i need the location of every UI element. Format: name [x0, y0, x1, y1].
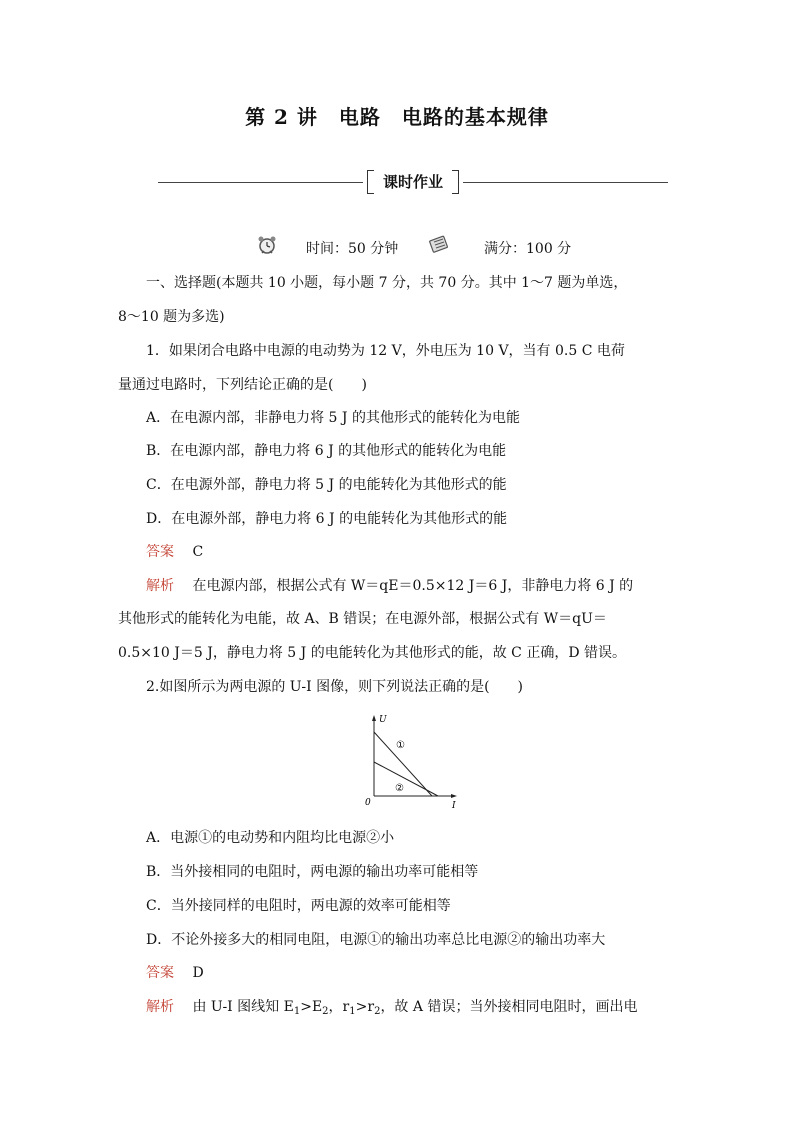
line-1-label: ① — [396, 740, 405, 751]
section-heading-line2: 8～10 题为多选) — [118, 309, 225, 325]
q2-option-c: C．当外接同样的电阻时，两电源的效率可能相等 — [146, 898, 451, 914]
q2-sub-e1: 1 — [293, 1006, 301, 1017]
time-limit: 时间：50 分钟 — [306, 241, 399, 257]
q1-analysis-label: 解析 — [146, 578, 174, 594]
banner-rule-right — [463, 182, 668, 183]
q2-sub-r1: 1 — [349, 1006, 356, 1017]
q1-analysis-line1 — [146, 576, 706, 596]
q2-option-d: D．不论外接多大的相同电阻，电源①的输出功率总比电源②的输出功率大 — [146, 932, 606, 948]
q2-analysis-d: >r — [355, 999, 375, 1015]
q2-answer — [146, 963, 706, 983]
score-sheet-icon — [428, 234, 450, 256]
q1-analysis-line3: 0.5×10 J＝5 J，静电力将 5 J 的电能转化为其他形式的能，故 C 正确，D 错误。 — [118, 645, 626, 661]
x-axis-label: I — [452, 801, 456, 811]
q1-option-d: D．在电源外部，静电力将 6 J 的电能转化为其他形式的能 — [146, 511, 508, 527]
section-heading-line1: 一、选择题(本题共 10 小题，每小题 7 分，共 70 分。其中 1～7 题为单选， — [146, 275, 628, 291]
banner-rule-left — [158, 182, 363, 183]
q2-analysis-line1 — [146, 997, 706, 1022]
q1-answer — [146, 542, 706, 562]
q1-answer-value: C — [192, 544, 204, 560]
q2-analysis-label: 解析 — [146, 999, 174, 1015]
q1-stem-line2: 量通过电路时，下列结论正确的是( ) — [118, 377, 367, 393]
q1-stem-line1: 1．如果闭合电路中电源的电动势为 12 V，外电压为 10 V，当有 0.5 C 电荷 — [146, 343, 625, 359]
q2-answer-label: 答案 — [146, 965, 174, 981]
section-banner — [158, 168, 668, 198]
q2-analysis-e: ，故 A 错误；当外接相同电阻时，画出电 — [380, 999, 638, 1015]
q2-sub-e2: 2 — [322, 1006, 329, 1017]
y-axis-label: U — [379, 715, 387, 725]
line-2-label: ② — [395, 783, 404, 794]
q2-analysis-c: ，r — [328, 999, 350, 1015]
q2-option-b: B．当外接相同的电阻时，两电源的输出功率可能相等 — [146, 864, 479, 880]
q2-analysis-b: >E — [300, 999, 323, 1015]
q1-option-a: A．在电源内部，非静电力将 5 J 的其他形式的能转化为电能 — [146, 410, 520, 426]
banner-label: 课时作业 — [367, 168, 459, 196]
q1-answer-label: 答案 — [146, 544, 174, 560]
alarm-clock-icon — [256, 234, 278, 256]
q2-option-a: A．电源①的电动势和内阻均比电源②小 — [146, 830, 395, 846]
q2-stem: 2.如图所示为两电源的 U-I 图像，则下列说法正确的是( ) — [146, 679, 523, 695]
q1-analysis-line2: 其他形式的能转化为电能，故 A、B 错误；在电源外部，根据公式有 W＝qU＝ — [118, 611, 607, 627]
ui-graph-diagram — [360, 712, 460, 812]
exam-meta — [256, 234, 616, 260]
q1-option-c: C．在电源外部，静电力将 5 J 的电能转化为其他形式的能 — [146, 477, 507, 493]
page-title: 第 2 讲 电路 电路的基本规律 — [245, 105, 549, 129]
q1-option-b: B．在电源内部，静电力将 6 J 的其他形式的能转化为电能 — [146, 443, 507, 459]
origin-label: 0 — [365, 798, 371, 808]
q2-analysis-a: 由 U-I 图线知 E — [192, 999, 294, 1015]
q2-answer-value: D — [192, 965, 204, 981]
full-score: 满分：100 分 — [484, 241, 572, 257]
q2-sub-r2: 2 — [374, 1006, 381, 1017]
q1-analysis-text1: 在电源内部，根据公式有 W＝qE＝0.5×12 J＝6 J，非静电力将 6 J 的 — [192, 578, 634, 594]
